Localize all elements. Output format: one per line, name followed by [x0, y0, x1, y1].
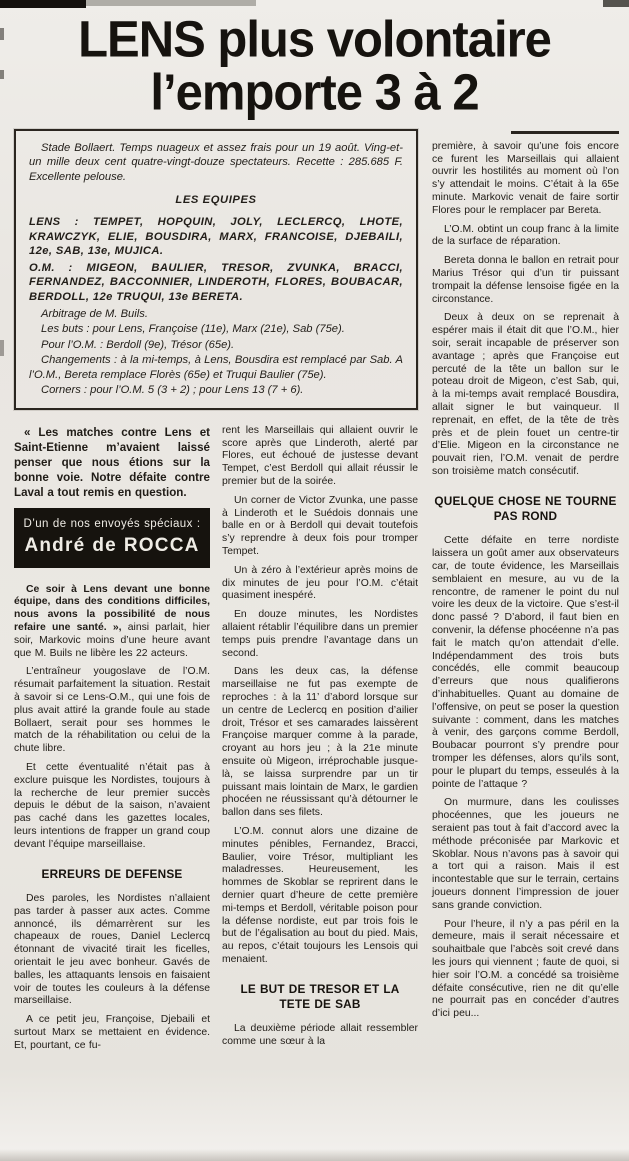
paragraph: rent les Marseillais qui allaient ouvrir le score après que Linderoth, alerté par Flores, eut échoué de justesse devant Tempet, c’est Berdoll qui allait réussir le premier but de la soirée. [222, 424, 418, 488]
paragraph: première, à savoir qu’une fois encore ce furent les Marseillais qui allaient ouvrir les hostilités au moment où l’on s’y attendait le moins. C’était à la 65e minute. Markovic venait de faire sortir Flores pour le remplacer par Bereta. [432, 140, 619, 216]
paragraph: L’entraîneur yougoslave de l’O.M. résumait parfaitement la situation. Restait à savoir si ce Lens-O.M., qui une fois de plus avait attiré la grande foule au stade Bollaert, serait pour ses hommes le match de la réhabilitation ou celui de la chute libre. [14, 666, 210, 755]
byline-box [14, 508, 210, 568]
subhead-erreurs-de-defense: ERREURS DE DEFENSE [41, 866, 183, 881]
column-right [432, 129, 619, 1027]
goals-lens-line: Les buts : pour Lens, Françoise (11e), Marx (21e), Sab (75e). [41, 323, 345, 336]
headline-line1: LENS plus volontaire [78, 11, 551, 69]
scan-edge-artifact [603, 0, 629, 7]
paragraph-text: ainsi parlait, hier soir, Markovic moins d’une heure avant que M. Buils ne libère les 22 acteurs. [14, 622, 210, 659]
paragraph [14, 584, 210, 661]
paragraph: Pour l’heure, il n’y a pas péril en la demeure, mais il serait nécessaire et souhaitbale que l’abcès soit crevé dans les jours qui viennent ; faute de quoi, si hier soir l’O.M. a concédé sa troisième défaite consécutive, rien ne dit qu’elle ne pourrait pas en concéder d’autres d’ici peu... [432, 918, 619, 1020]
paragraph: La deuxième période allait ressembler comme une sœur à la [222, 1023, 418, 1048]
article-body [0, 127, 629, 1059]
scan-edge-artifact [0, 340, 4, 356]
paragraph: A ce petit jeu, Françoise, Djebaili et surtout Marx se mettaient en évidence. Et, pourtant, ce fu- [14, 1014, 210, 1051]
paragraph: L’O.M. obtint un coup franc à la limite de la surface de réparation. [432, 223, 619, 248]
corners-line: Corners : pour l’O.M. 5 (3 + 2) ; pour Lens 13 (7 + 6). [41, 384, 304, 397]
paragraph: Bereta donna le ballon en retrait pour Marius Trésor qui d’un tir puissant trompait la défense lensoise figée en la circonstance. [432, 255, 619, 305]
scan-edge-artifact [0, 1149, 629, 1161]
paragraph: On murmure, dans les coulisses phocéennes, que les joueurs ne seraient pas tout à fait d’accord avec la méthode préconisée par Markovic et Skoblar. Nous n’avons pas à savoir qui a tort qui a raison. Mais il est incontestable que sur le terrain, certains joueurs donnent l’impression de jouer sans grande conviction. [432, 797, 619, 911]
lead-quote: « Les matches contre Lens et Saint-Etienne m’avaient laissé penser que nous étions sur la bonne voie. Notre défaite contre Laval a tout remis en question. [14, 425, 210, 500]
goals-om-line: Pour l’O.M. : Berdoll (9e), Trésor (65e). [41, 338, 235, 351]
column-middle [222, 425, 418, 1059]
paragraph: Un à zéro à l’extérieur après moins de dix minutes de jeu pour l’O.M. c’était quasiment inespéré. [222, 564, 418, 602]
paragraph: Un corner de Victor Zvunka, une passe à Linderoth et le Suédois donnais une balle en or à Berdoll qui devait toutefois s’y reprendre à deux fois pour tromper Tempet. [222, 494, 418, 558]
referee-line: Arbitrage de M. Buils. [41, 307, 148, 320]
quote-continuation: Ce soir à Lens devant une bonne équipe, dans des conditions difficiles, nous avons la possibilité de nous refaire une santé. », [14, 583, 210, 634]
paragraph: Des paroles, les Nordistes n’allaient pas tarder à passer aux actes. Comme annoncé, ils démarrèrent sur les chapeaux de roues, Daniel Leclercq étonnant de vivacité tirait les ficelles, orientait le jeu avec bonheur. Gavés de balles, les attaquants lensois en faisaient voir de toutes les couleurs à la défense marseillaise. [14, 892, 210, 1007]
paragraph: Deux à deux on se reprenait à espérer mais il était dit que l’O.M., hier soir, serait incapable de préserver son avantage ; après que Françoise eut percuté de la tête un ballon sur le poteau droit de Migeon, c’est Sab, qui, à la mi-temps avait remplacé Bousdira, allait signer le but vainqueur. Il reprenait, en effet, de la tête de très près et de plein fouet un centre-tir d’Elie. Migeon en la circonstance ne pouvait rien, l’O.M. venait de perdre son troisième match consécutif. [432, 312, 619, 477]
match-info-box [14, 129, 418, 410]
match-conditions: Stade Bollaert. Temps nuageux et assez frais pour un 19 août. Ving-et-un mille deux cent quatre-vingt-douze spectateurs. Recette : 285.685 F. Excellente pelouse. [29, 141, 403, 183]
scan-edge-artifact [86, 0, 256, 6]
paragraph: L’O.M. connut alors une dizaine de minutes pénibles, Fernandez, Bracci, Baulier, voire Trésor, multipliant les maladresses. Heureusement, les hommes de Skoblar se reprirent dans le dernier quart d’heure de cette première mi-temps et Berdoll, véritable poison pour la défense nordiste, eut par trois fois le but de l’égalisation au bout du pied. Mais, au repos, c’était toujours les Lensois qui menaient. [222, 825, 418, 965]
paragraph: Et cette éventualité n’était pas à exclure puisque les Nordistes, toujours à la recherche de leur premier succès depuis le début de la saison, n’avaient pas caché dans les gazettes locales, leurs intentions de frapper un grand coup devant l’équipe marseillaise. [14, 762, 210, 850]
teams-heading: LES EQUIPES [175, 193, 257, 206]
scan-edge-artifact [0, 70, 4, 79]
om-lineup: O.M. : MIGEON, BAULIER, TRESOR, ZVUNKA, BRACCI, FERNANDEZ, BACCONNIER, LINDEROTH, FLORES, BOUBACAR, BERDOLL, 12e TRUQUI, 13e BERETA. [29, 261, 403, 303]
paragraph: Cette défaite en terre nordiste laissera un goût amer aux observateurs car, de toute évidence, les Marseillais semblaient en mesure, au vu de la rencontre, de ramener le point du nul voire les deux de la victoire. Que s’est-il donc passé ? D’abord, il faut bien en convenir, la défense phocéenne n’a pas fait le match qu’on attendait d’elle. Indépendamment des trois buts concédés, elle commit beaucoup d’erreurs que nous qualifierons d’inhabituelles. Quant au domaine de l’offensive, on peut se poser la question suivante : comment, dans les matches à venir, des garçons comme Berdoll, Boubacar pourront s’y prendre pour tromper les défenses, alors qu’ils sont, pour le plupart du temps, esseulés à la pointe de l’attaque ? [432, 535, 619, 790]
byline-author: André de ROCCA [24, 535, 200, 557]
subhead-quelque-chose: QUELQUE CHOSE NE TOURNE PAS ROND [434, 493, 617, 524]
left-and-middle-section [14, 129, 418, 1059]
article-headline [6, 11, 623, 122]
substitutions-line: Changements : à la mi-temps, à Lens, Bousdira est remplacé par Sab. A l’O.M., Bereta remplace Florès (65e) et Truqui Baulier (75e). [29, 354, 403, 381]
divider-rule [511, 131, 619, 134]
paragraph: Dans les deux cas, la défense marseillaise ne fut pas exempte de reproches : à la 11’ d’abord lorsque sur un centre de Leclercq en position d’ailier droit, Trésor et ses camarades laissèrent Françoise marquer comme à la parade, croyant au hors jeu ; à la 21e minute ensuite où Migeon, irréprochable jusque-là, se laissa surprendre par un tir puissant mais lointain de Marx, le gardien phocéen ne réussissant qu’à détourner le ballon dans ses filets. [222, 666, 418, 819]
headline-line2: l’emporte 3 à 2 [150, 65, 479, 122]
byline-kicker: D’un de nos envoyés spéciaux : [23, 518, 201, 531]
column-left [14, 425, 210, 1059]
scan-edge-artifact [0, 0, 86, 8]
subhead-but-de-tresor: LE BUT DE TRESOR ET LA TETE DE SAB [240, 981, 400, 1012]
paragraph: En douze minutes, les Nordistes allaient rétablir l’équilibre dans un premier temps puis prendre l’avantage dans un second. [222, 609, 418, 659]
text-columns [14, 425, 418, 1059]
scan-edge-artifact [0, 28, 4, 40]
lens-lineup: LENS : TEMPET, HOPQUIN, JOLY, LECLERCQ, LHOTE, KRAWCZYK, ELIE, BOUSDIRA, MARX, FRANCOISE, DJEBAILI, 12e, SAB, 13e, MUJICA. [29, 216, 403, 258]
